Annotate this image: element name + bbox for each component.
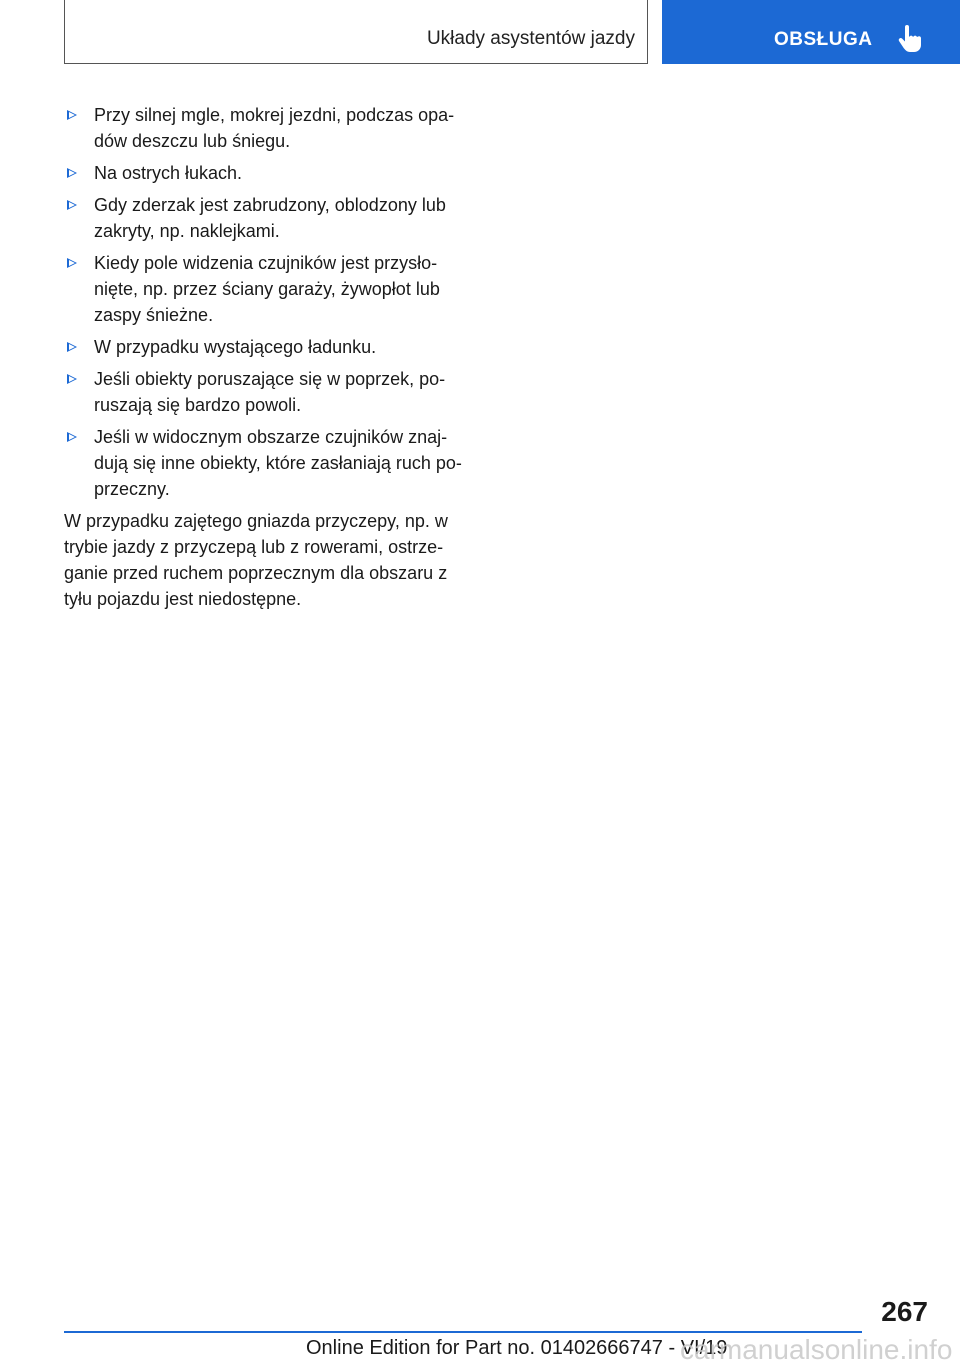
triangle-bullet-icon <box>67 110 77 120</box>
triangle-bullet-icon <box>67 342 77 352</box>
list-item: Na ostrych łukach. <box>64 160 484 186</box>
header-section-box <box>64 0 648 64</box>
list-item: Jeśli w widocznym obszarze czujników znaj- dują się inne obiekty, które zasłaniają ruch po- przeczny. <box>64 424 484 502</box>
chapter-tab-label: OBSŁUGA <box>774 29 873 50</box>
main-content <box>64 102 484 612</box>
list-item: Kiedy pole widzenia czujników jest przysło- nięte, np. przez ściany garaży, żywopłot lub zaspy śnieżne. <box>64 250 484 328</box>
bullet-list <box>64 102 484 502</box>
list-item: Jeśli obiekty poruszające się w poprzek, po- ruszają się bardzo powoli. <box>64 366 484 418</box>
list-item: Przy silnej mgle, mokrej jezdni, podczas opa- dów deszczu lub śniegu. <box>64 102 484 154</box>
list-item: W przypadku wystającego ładunku. <box>64 334 484 360</box>
footer-divider <box>64 1331 862 1333</box>
triangle-bullet-icon <box>67 168 77 178</box>
watermark: carmanualsonline.info <box>680 1334 953 1365</box>
section-title: Układy asystentów jazdy <box>426 28 635 49</box>
hand-pointer-icon <box>896 24 924 54</box>
body-paragraph: W przypadku zajętego gniazda przyczepy, np. w trybie jazdy z przyczepą lub z rowerami, ostrze- ganie przed ruchem poprzecznym dla obszaru z tyłu pojazdu jest niedostępne. <box>64 511 448 609</box>
triangle-bullet-icon <box>67 432 77 442</box>
triangle-bullet-icon <box>67 258 77 268</box>
triangle-bullet-icon <box>67 374 77 384</box>
triangle-bullet-icon <box>67 200 77 210</box>
list-item: Gdy zderzak jest zabrudzony, oblodzony lub zakryty, np. naklejkami. <box>64 192 484 244</box>
edition-text: Online Edition for Part no. 01402666747 - VI/19 <box>306 1337 728 1359</box>
page-number: 267 <box>881 1296 928 1327</box>
chapter-tab[interactable] <box>662 0 960 64</box>
